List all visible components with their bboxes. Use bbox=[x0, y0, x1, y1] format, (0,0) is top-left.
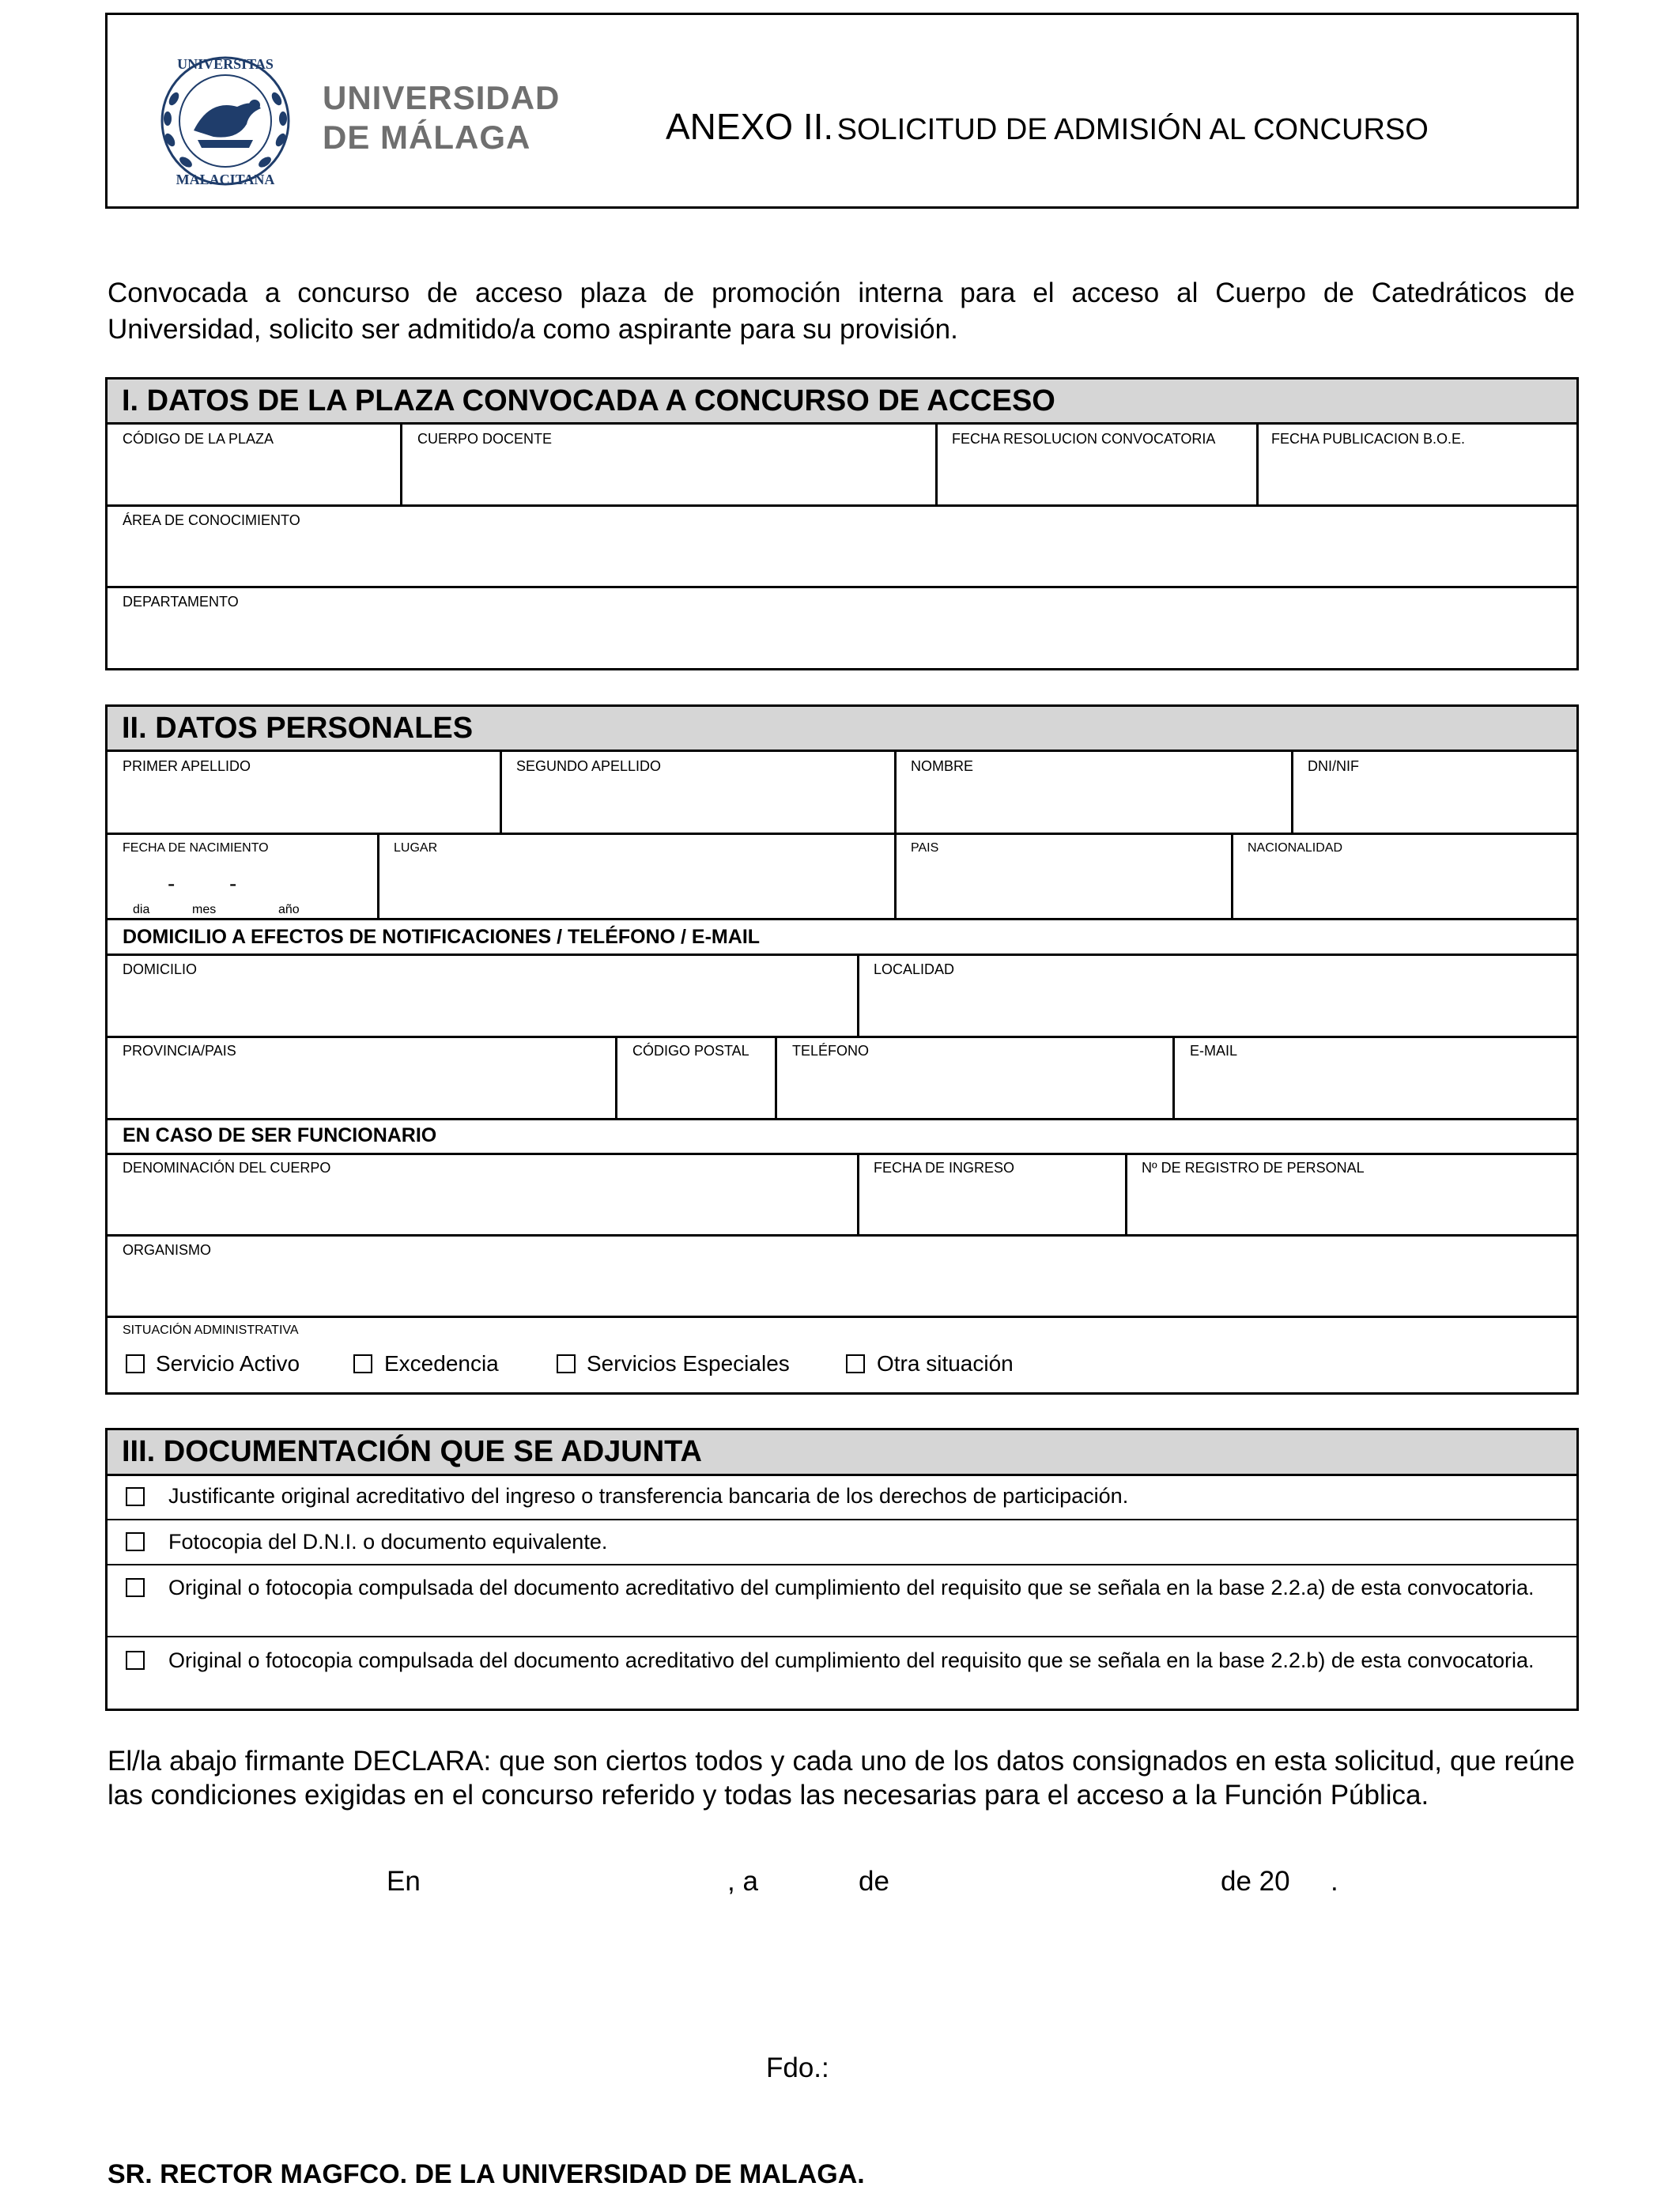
checkbox-servicios-especiales[interactable] bbox=[557, 1354, 576, 1373]
place-dot: . bbox=[1331, 1866, 1338, 1897]
seal-text-bottom: MALACITANA bbox=[176, 172, 275, 187]
doc-item-requisito-b: Original o fotocopia compulsada del documento acreditativo del cumplimiento del requisito que se señala en la base 2.2.b) de esta convocatoria. bbox=[168, 1648, 1535, 1672]
year-input[interactable] bbox=[1301, 1862, 1328, 1898]
organismo-field[interactable]: ORGANISMO bbox=[123, 1242, 212, 1258]
registro-personal-field[interactable]: Nº DE REGISTRO DE PERSONAL bbox=[1142, 1160, 1365, 1176]
section-3-title: III. DOCUMENTACIÓN QUE SE ADJUNTA bbox=[122, 1435, 702, 1468]
signature-input[interactable] bbox=[838, 2048, 1233, 2087]
section-1-title: I. DATOS DE LA PLAZA CONVOCADA A CONCURSO DE ACCESO bbox=[122, 384, 1055, 417]
fecha-boe-field[interactable]: FECHA PUBLICACION B.O.E. bbox=[1271, 431, 1466, 447]
domicilio-field[interactable]: DOMICILIO bbox=[123, 961, 198, 977]
option-servicio-activo: Servicio Activo bbox=[156, 1351, 300, 1376]
provincia-field[interactable]: PROVINCIA/PAIS bbox=[123, 1043, 236, 1059]
signature-label: Fdo.: bbox=[766, 2052, 829, 2083]
funcionario-heading: EN CASO DE SER FUNCIONARIO bbox=[123, 1124, 437, 1146]
fecha-ingreso-field[interactable]: FECHA DE INGRESO bbox=[874, 1160, 1015, 1176]
date-label-mes: mes bbox=[192, 903, 217, 916]
addressee: SR. RECTOR MAGFCO. DE LA UNIVERSIDAD DE MALAGA. bbox=[108, 2159, 865, 2189]
checkbox-doc-dni[interactable] bbox=[126, 1532, 145, 1551]
intro-paragraph: Convocada a concurso de acceso plaza de promoción interna para el acceso al Cuerpo de Catedráticos de Universidad, solicito ser admitido/a como aspirante para su provisión. bbox=[108, 278, 1575, 345]
option-excedencia: Excedencia bbox=[384, 1351, 499, 1376]
fecha-nacimiento-field[interactable]: FECHA DE NACIMIENTO bbox=[123, 841, 269, 855]
situacion-label: SITUACIÓN ADMINISTRATIVA bbox=[123, 1324, 299, 1337]
primer-apellido-field[interactable]: PRIMER APELLIDO bbox=[123, 758, 251, 774]
checkbox-doc-justificante[interactable] bbox=[126, 1487, 145, 1506]
doc-item-justificante: Justificante original acreditativo del ingreso o transferencia bancaria de los derechos de participación. bbox=[168, 1484, 1129, 1508]
checkbox-servicio-activo[interactable] bbox=[126, 1354, 145, 1373]
codigo-plaza-field[interactable]: CÓDIGO DE LA PLAZA bbox=[123, 431, 274, 447]
university-name-line1: UNIVERSIDAD bbox=[323, 79, 561, 116]
place-en: En bbox=[387, 1866, 421, 1897]
email-field[interactable]: E-MAIL bbox=[1190, 1043, 1238, 1059]
nacionalidad-field[interactable]: NACIONALIDAD bbox=[1248, 841, 1343, 855]
seal-text-top: UNIVERSITAS bbox=[177, 56, 274, 72]
codigo-postal-field[interactable]: CÓDIGO POSTAL bbox=[632, 1043, 749, 1059]
date-dash-1: - bbox=[168, 871, 176, 896]
departamento-field[interactable]: DEPARTAMENTO bbox=[123, 594, 239, 610]
option-otra-situacion: Otra situación bbox=[877, 1351, 1014, 1376]
place-de: de bbox=[859, 1866, 889, 1897]
university-name-line2: DE MÁLAGA bbox=[323, 119, 531, 156]
checkbox-doc-requisito-b[interactable] bbox=[126, 1651, 145, 1670]
cuerpo-docente-field[interactable]: CUERPO DOCENTE bbox=[417, 431, 553, 447]
checkbox-excedencia[interactable] bbox=[353, 1354, 372, 1373]
annex-title bbox=[666, 105, 1429, 148]
telefono-field[interactable]: TELÉFONO bbox=[792, 1043, 870, 1059]
place-de-20: de 20 bbox=[1221, 1866, 1290, 1897]
dni-field[interactable]: DNI/NIF bbox=[1308, 758, 1359, 774]
denominacion-cuerpo-field[interactable]: DENOMINACIÓN DEL CUERPO bbox=[123, 1160, 331, 1176]
domicilio-heading: DOMICILIO A EFECTOS DE NOTIFICACIONES / TELÉFONO / E-MAIL bbox=[123, 926, 761, 948]
declaration-paragraph: El/la abajo firmante DECLARA: que son ciertos todos y cada uno de los datos consignados en esta solicitud, que reúne las condiciones exigidas en el concurso referido y todas las necesarias para el acceso a la Función Pública. bbox=[108, 1746, 1575, 1811]
option-servicios-especiales: Servicios Especiales bbox=[587, 1351, 790, 1376]
nombre-field[interactable]: NOMBRE bbox=[911, 758, 974, 774]
university-seal-logo bbox=[150, 51, 300, 190]
localidad-field[interactable]: LOCALIDAD bbox=[874, 961, 955, 977]
date-label-anio: año bbox=[278, 903, 300, 916]
fecha-resolucion-field[interactable]: FECHA RESOLUCION CONVOCATORIA bbox=[952, 431, 1216, 447]
section-2-title: II. DATOS PERSONALES bbox=[122, 712, 474, 745]
area-conocimiento-field[interactable]: ÁREA DE CONOCIMIENTO bbox=[123, 512, 300, 528]
day-input[interactable] bbox=[771, 1862, 850, 1898]
doc-item-dni: Fotocopia del D.N.I. o documento equivalente. bbox=[168, 1530, 608, 1554]
annex-subtitle: SOLICITUD DE ADMISIÓN AL CONCURSO bbox=[836, 113, 1429, 146]
doc-item-requisito-a: Original o fotocopia compulsada del documento acreditativo del cumplimiento del requisito que se señala en la base 2.2.a) de esta convocatoria. bbox=[168, 1576, 1535, 1599]
place-input[interactable] bbox=[443, 1862, 719, 1898]
checkbox-otra-situacion[interactable] bbox=[846, 1354, 865, 1373]
pais-field[interactable]: PAIS bbox=[911, 841, 939, 855]
date-label-dia: dia bbox=[133, 903, 150, 916]
checkbox-doc-requisito-a[interactable] bbox=[126, 1578, 145, 1597]
date-dash-2: - bbox=[229, 871, 237, 896]
segundo-apellido-field[interactable]: SEGUNDO APELLIDO bbox=[516, 758, 662, 774]
month-input[interactable] bbox=[901, 1862, 1214, 1898]
annex-label: ANEXO II. bbox=[666, 106, 834, 147]
lugar-field[interactable]: LUGAR bbox=[394, 841, 438, 855]
place-a: , a bbox=[727, 1866, 758, 1897]
